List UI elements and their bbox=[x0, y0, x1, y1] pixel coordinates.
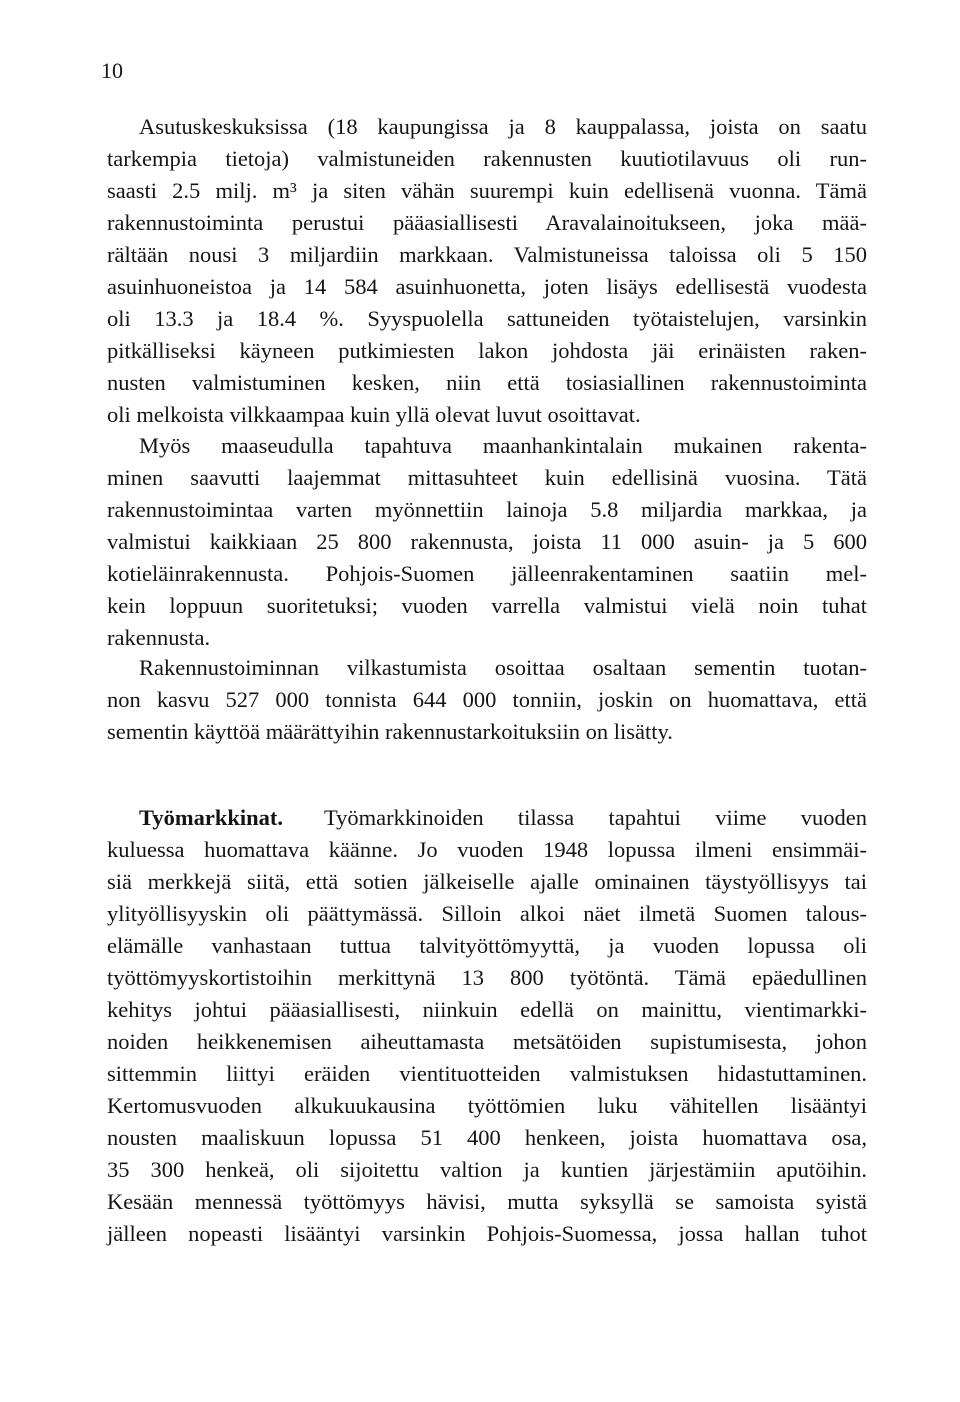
heading-line bbox=[139, 802, 329, 834]
line-text: kein loppuun suoritetuksi; vuoden varrella valmistui vielä noin tuhat bbox=[107, 593, 867, 618]
text-line bbox=[107, 716, 867, 748]
line-text: pitkälliseksi käyneen putkimiesten lakon johdosta jäi erinäisten raken- bbox=[107, 338, 867, 363]
line-text: rakennusta. bbox=[107, 625, 211, 650]
text-line bbox=[107, 994, 867, 1026]
line-text: 35 300 henkeä, oli sijoitettu valtion ja kuntien järjestämiin aputöihin. bbox=[107, 1157, 867, 1182]
line-text: asuinhuoneistoa ja 14 584 asuinhuonetta, joten lisäys edellisestä vuodesta bbox=[107, 274, 867, 299]
line-text: oli melkoista vilkkaampaa kuin yllä olevat luvut osoittavat. bbox=[107, 402, 641, 427]
text-line bbox=[139, 111, 867, 143]
line-text: sementin käyttöä määrättyihin rakennustarkoituksiin on lisätty. bbox=[107, 719, 673, 744]
line-text: elämälle vanhastaan tuttua talvityöttömyyttä, ja vuoden lopussa oli bbox=[107, 933, 867, 958]
text-line bbox=[107, 558, 867, 590]
text-line bbox=[107, 962, 867, 994]
text-line bbox=[107, 1058, 867, 1090]
text-line bbox=[107, 526, 867, 558]
text-line bbox=[107, 930, 867, 962]
line-text: sittemmin liittyi eräiden vientituotteiden valmistuksen hidastuttaminen. bbox=[107, 1061, 867, 1086]
line-text: saasti 2.5 milj. m³ ja siten vähän suurempi kuin edellisenä vuonna. Tämä bbox=[107, 178, 867, 203]
text-line bbox=[107, 462, 867, 494]
text-line bbox=[107, 335, 867, 367]
line-text: rältään nousi 3 miljardiin markkaan. Valmistuneissa taloissa oli 5 150 bbox=[107, 242, 867, 267]
text-line bbox=[107, 590, 867, 622]
line-text: minen saavutti laajemmat mittasuhteet kuin edellisinä vuosina. Tätä bbox=[107, 465, 867, 490]
text-line bbox=[107, 1154, 867, 1186]
line-text: rakennustoiminta perustui pääasiallisesti Aravalainoitukseen, joka mää- bbox=[107, 210, 867, 235]
line-text: Kesään mennessä työttömyys hävisi, mutta syksyllä se samoista syistä bbox=[107, 1189, 867, 1214]
section-heading: Työmarkkinat. bbox=[139, 805, 283, 830]
text-line bbox=[107, 866, 867, 898]
line-text: kotieläinrakennusta. Pohjois-Suomen jälleenrakentaminen saatiin mel- bbox=[107, 561, 867, 586]
line-text: nusten valmistuminen kesken, niin että tosiasiallinen rakennustoiminta bbox=[107, 370, 867, 395]
text-line bbox=[107, 207, 867, 239]
text-line bbox=[107, 1090, 867, 1122]
line-text: siä merkkejä siitä, että sotien jälkeiselle ajalle ominainen täystyöllisyys tai bbox=[107, 869, 867, 894]
text-line bbox=[107, 399, 867, 431]
line-text: ylityöllisyyskin oli päättymässä. Silloin alkoi näet ilmetä Suomen talous- bbox=[107, 901, 867, 926]
text-line bbox=[139, 652, 867, 684]
line-text: noiden heikkenemisen aiheuttamasta metsätöiden supistumisesta, johon bbox=[107, 1029, 867, 1054]
line-text: oli 13.3 ja 18.4 %. Syyspuolella sattuneiden työtaistelujen, varsinkin bbox=[107, 306, 867, 331]
text-line bbox=[107, 175, 867, 207]
line-text: työttömyyskortistoihin merkittynä 13 800 työtöntä. Tämä epäedullinen bbox=[107, 965, 867, 990]
text-line bbox=[107, 684, 867, 716]
text-line bbox=[107, 1186, 867, 1218]
text-line bbox=[107, 834, 867, 866]
line-text: kehitys johtui pääasiallisesti, niinkuin edellä on mainittu, vientimarkki- bbox=[107, 997, 867, 1022]
page-number: 10 bbox=[101, 58, 123, 83]
line-text: tarkempia tietoja) valmistuneiden rakennusten kuutiotilavuus oli run- bbox=[107, 146, 867, 171]
line-text: rakennustoimintaa varten myönnettiin lainoja 5.8 miljardia markkaa, ja bbox=[107, 497, 867, 522]
text-line bbox=[107, 143, 867, 175]
text-line bbox=[324, 802, 867, 834]
text-line bbox=[107, 1218, 867, 1250]
line-text: Myös maaseudulla tapahtuva maanhankintalain mukainen rakenta- bbox=[139, 433, 867, 458]
line-text: kuluessa huomattava käänne. Jo vuoden 1948 lopussa ilmeni ensimmäi- bbox=[107, 837, 867, 862]
text-line bbox=[107, 1026, 867, 1058]
text-line bbox=[107, 622, 867, 654]
text-line bbox=[107, 271, 867, 303]
text-line bbox=[107, 367, 867, 399]
line-text: valmistui kaikkiaan 25 800 rakennusta, joista 11 000 asuin- ja 5 600 bbox=[107, 529, 867, 554]
text-line bbox=[139, 430, 867, 462]
text-line bbox=[107, 303, 867, 335]
line-text: Asutuskeskuksissa (18 kaupungissa ja 8 kauppalassa, joista on saatu bbox=[139, 114, 867, 139]
text-line bbox=[107, 1122, 867, 1154]
line-text: nousten maaliskuun lopussa 51 400 henkeen, joista huomattava osa, bbox=[107, 1125, 867, 1150]
text-line bbox=[107, 239, 867, 271]
line-text: Työmarkkinoiden tilassa tapahtui viime vuoden bbox=[324, 805, 867, 830]
text-line bbox=[107, 898, 867, 930]
line-text: Kertomusvuoden alkukuukausina työttömien luku vähitellen lisääntyi bbox=[107, 1093, 867, 1118]
line-text: jälleen nopeasti lisääntyi varsinkin Pohjois-Suomessa, jossa hallan tuhot bbox=[107, 1221, 867, 1246]
line-text: Rakennustoiminnan vilkastumista osoittaa osaltaan sementin tuotan- bbox=[139, 655, 867, 680]
line-text: non kasvu 527 000 tonnista 644 000 tonniin, joskin on huomattava, että bbox=[107, 687, 867, 712]
text-line bbox=[107, 494, 867, 526]
